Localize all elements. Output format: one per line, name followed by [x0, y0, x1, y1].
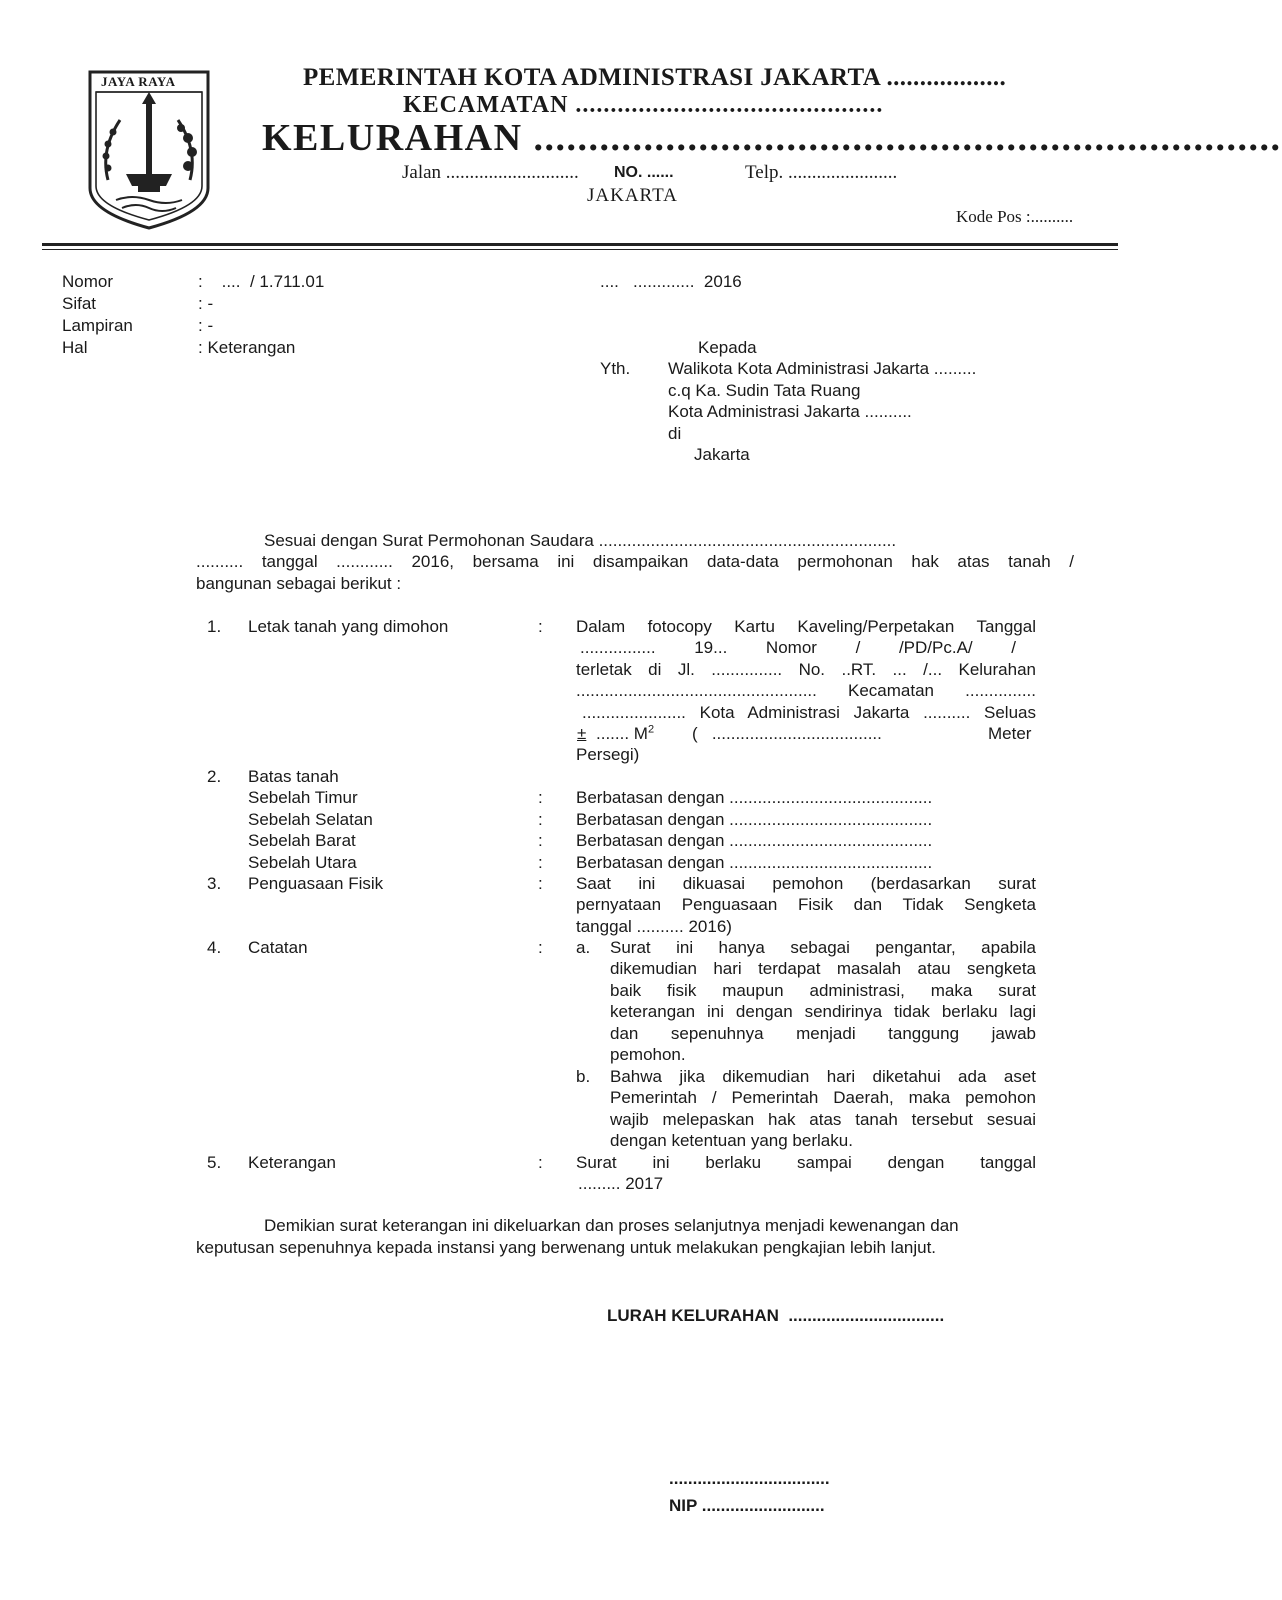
item-1-area-pm: ±: [577, 724, 587, 743]
item-5-line: ......... 2017: [578, 1174, 664, 1193]
nomor-value: : .... / 1.711.01: [198, 272, 325, 291]
item-1-line: Dalam fotocopy Kartu Kaveling/Perpetakan Tanggal: [576, 617, 1036, 636]
letter-date: .... ............. 2016: [600, 272, 742, 291]
boundary-colon: :: [538, 788, 543, 807]
item-1-number: 1.: [207, 617, 222, 636]
boundary-label: Sebelah Barat: [248, 831, 356, 850]
kelurahan-line: KELURAHAN ....................................................................: [262, 117, 1282, 159]
note-b-line: Bahwa jika dikemudian hari diketahui ada aset: [610, 1067, 1036, 1086]
item-2-number: 2.: [207, 767, 222, 786]
gov-line: PEMERINTAH KOTA ADMINISTRASI JAKARTA ..................: [303, 64, 1007, 91]
item-2-label: Batas tanah: [248, 767, 339, 786]
boundary-value: Berbatasan dengan ...........................................: [576, 853, 933, 872]
note-b-marker: b.: [576, 1067, 591, 1086]
item-5-line: Surat ini berlaku sampai dengan tanggal: [576, 1153, 1036, 1172]
telp-field: Telp. .......................: [745, 162, 898, 183]
kepada: Kepada: [698, 338, 757, 357]
kode-pos: Kode Pos :..........: [956, 207, 1074, 226]
header-rule-thin: [42, 249, 1118, 250]
boundary-colon: :: [538, 810, 543, 829]
note-a-marker: a.: [576, 938, 591, 957]
closing-line-2: keputusan sepenuhnya kepada instansi yang berwenang untuk melakukan pengkajian lebih lanjut.: [196, 1238, 937, 1257]
item-1-area-paren: ( ....................................: [692, 724, 882, 743]
recipient-line-5: Jakarta: [694, 445, 750, 464]
nomor-label: Nomor: [62, 272, 114, 291]
lampiran-value: : -: [198, 316, 214, 335]
note-a-line: pemohon.: [610, 1045, 686, 1064]
recipient-line-3: Kota Administrasi Jakarta ..........: [668, 402, 912, 421]
item-1-line: ................ 19... Nomor / /PD/Pc.A/ /: [580, 638, 1016, 657]
item-5-number: 5.: [207, 1153, 222, 1172]
item-5-colon: :: [538, 1153, 543, 1172]
note-a-line: Surat ini hanya sebagai pengantar, apabila: [610, 938, 1036, 957]
item-1-line: ...................... Kota Administrasi Jakarta .......... Seluas: [582, 703, 1036, 722]
recipient-line-1: Walikota Kota Administrasi Jakarta .........: [668, 359, 977, 378]
header-rule-thick: [42, 243, 1118, 246]
boundary-label: Sebelah Timur: [248, 788, 358, 807]
item-3-line: tanggal .......... 2016): [576, 917, 732, 936]
item-1-label: Letak tanah yang dimohon: [248, 617, 449, 636]
item-3-line: pernyataan Penguasaan Fisik dan Tidak Sengketa: [576, 895, 1036, 914]
item-1-colon: :: [538, 617, 543, 636]
intro-line-1: Sesuai dengan Surat Permohonan Saudara ...............................................................: [264, 531, 897, 550]
item-3-line: Saat ini dikuasai pemohon (berdasarkan surat: [576, 874, 1036, 893]
item-1-area-meter: Meter: [988, 724, 1032, 743]
item-4-colon: :: [538, 938, 543, 957]
jaya-raya-emblem: [86, 70, 212, 230]
item-1-line: terletak di Jl. ............... No. ..RT. ... /... Kelurahan: [576, 660, 1036, 679]
item-1-area-sup: 2: [647, 723, 655, 736]
recipient-line-2: c.q Ka. Sudin Tata Ruang: [668, 381, 861, 400]
note-a-line: keterangan ini dengan sendirinya tidak berlaku lagi: [610, 1002, 1036, 1021]
signatory-title: LURAH KELURAHAN .................................: [607, 1306, 945, 1325]
signatory-name-line: ..................................: [669, 1469, 830, 1488]
signatory-nip: NIP ..........................: [669, 1496, 825, 1515]
recipient-line-4: di: [668, 424, 682, 443]
jalan-field: Jalan ............................: [402, 162, 579, 183]
item-1-line: Persegi): [576, 745, 640, 764]
boundary-colon: :: [538, 853, 543, 872]
boundary-value: Berbatasan dengan ...........................................: [576, 810, 933, 829]
hal-label: Hal: [62, 338, 88, 357]
hal-value: : Keterangan: [198, 338, 296, 357]
boundary-colon: :: [538, 831, 543, 850]
note-a-line: dikemudian hari terdapat masalah atau sengketa: [610, 959, 1036, 978]
item-4-number: 4.: [207, 938, 222, 957]
lampiran-label: Lampiran: [62, 316, 133, 335]
no-field: NO. ......: [614, 164, 674, 181]
item-4-label: Catatan: [248, 938, 308, 957]
item-3-colon: :: [538, 874, 543, 893]
item-1-line: ................................................... Kecamatan ...............: [576, 681, 1036, 700]
sifat-label: Sifat: [62, 294, 97, 313]
sifat-value: : -: [198, 294, 214, 313]
note-b-line: Pemerintah / Pemerintah Daerah, maka pemohon: [610, 1088, 1036, 1107]
note-a-line: baik fisik maupun administrasi, maka surat: [610, 981, 1036, 1000]
note-b-line: wajib melepaskan hak atas tanah tersebut sesuai: [610, 1110, 1036, 1129]
city: JAKARTA: [587, 185, 678, 206]
boundary-label: Sebelah Selatan: [248, 810, 373, 829]
item-1-area-dots: ....... M: [596, 724, 648, 743]
boundary-value: Berbatasan dengan ...........................................: [576, 788, 933, 807]
note-a-line: dan sepenuhnya menjadi tanggung jawab: [610, 1024, 1036, 1043]
item-3-label: Penguasaan Fisik: [248, 874, 384, 893]
closing-line-1: Demikian surat keterangan ini dikeluarkan dan proses selanjutnya menjadi kewenangan dan: [264, 1216, 959, 1235]
boundary-label: Sebelah Utara: [248, 853, 357, 872]
intro-line-2: .......... tanggal ............ 2016, bersama ini disampaikan data-data permohonan hak atas tanah /: [196, 552, 1074, 571]
item-5-label: Keterangan: [248, 1153, 336, 1172]
item-1-area-m2: [596, 723, 654, 745]
yth: Yth.: [600, 359, 631, 378]
item-3-number: 3.: [207, 874, 222, 893]
intro-line-3: bangunan sebagai berikut :: [196, 574, 402, 593]
kecamatan-line: KECAMATAN ............................................: [403, 92, 884, 118]
boundary-value: Berbatasan dengan ...........................................: [576, 831, 933, 850]
emblem-text: JAYA RAYA: [101, 74, 176, 89]
note-b-line: dengan ketentuan yang berlaku.: [610, 1131, 853, 1150]
